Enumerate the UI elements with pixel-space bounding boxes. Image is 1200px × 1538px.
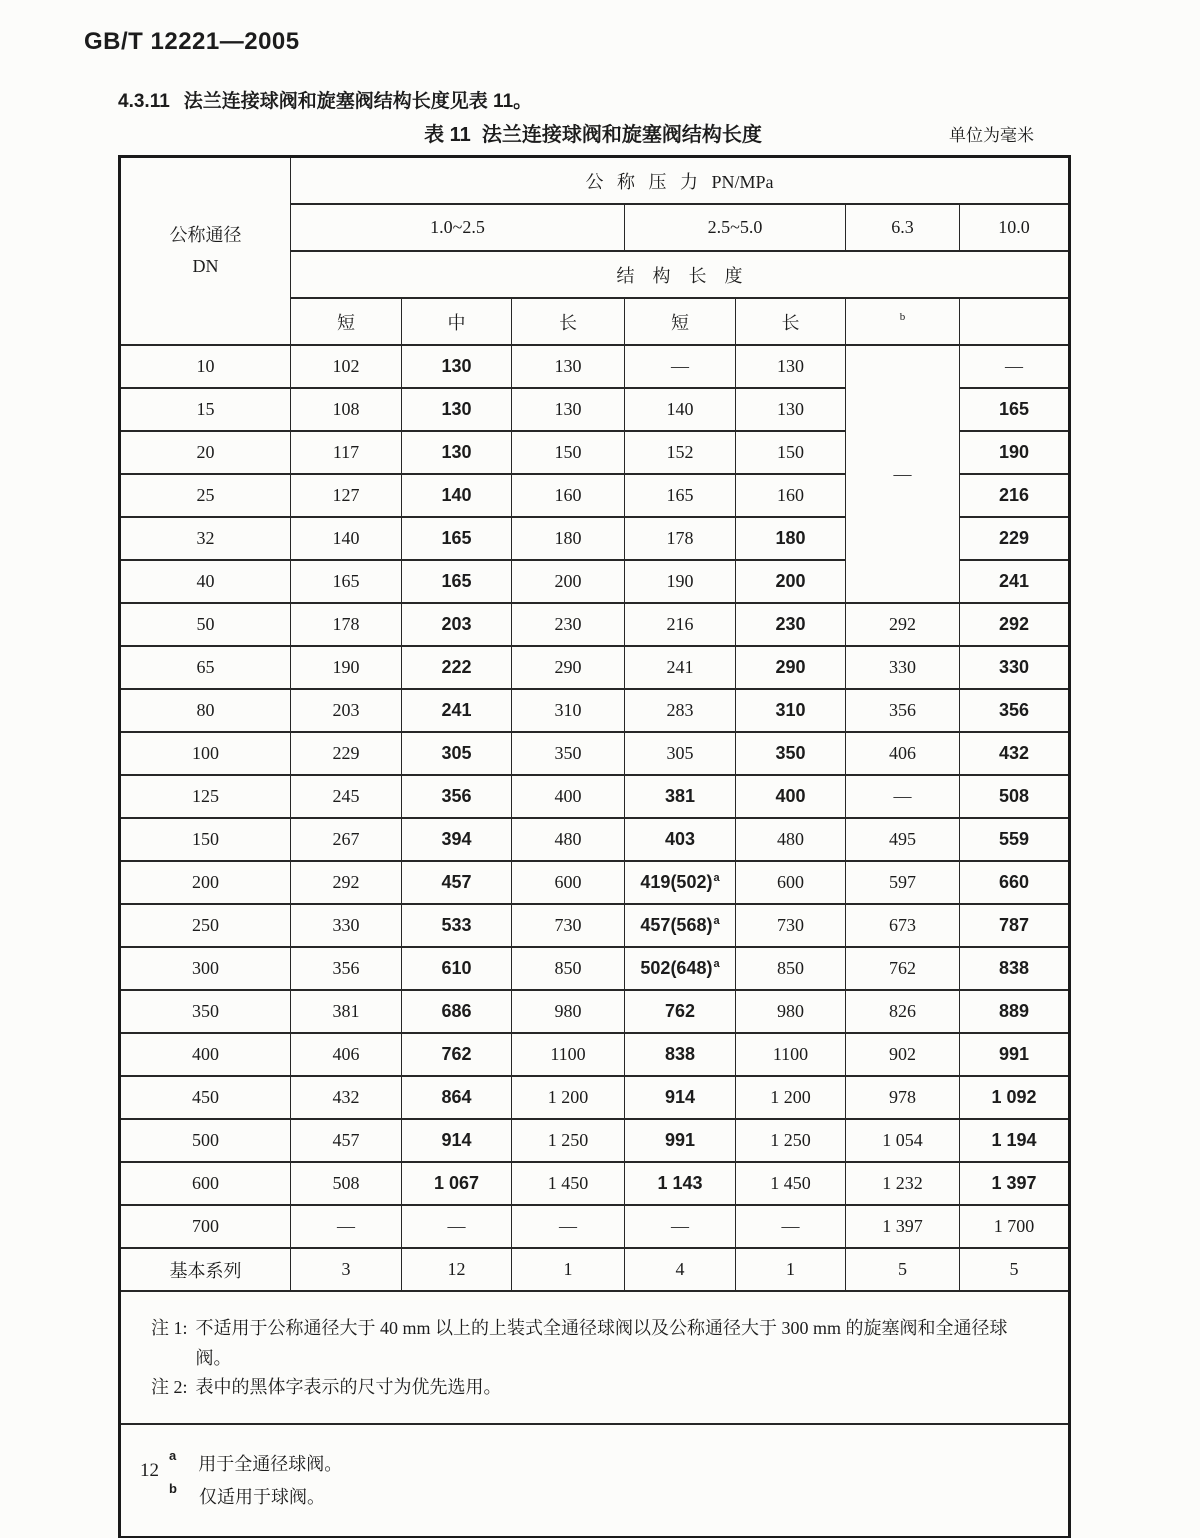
value-cell: 1	[736, 1248, 846, 1291]
value-cell: 980	[512, 990, 625, 1033]
value-cell: 5	[960, 1248, 1070, 1291]
value-cell: 229	[291, 732, 402, 775]
value-cell: 597	[846, 861, 960, 904]
value-cell: 762	[625, 990, 736, 1033]
dn-cell: 65	[120, 646, 291, 689]
value-cell: 3	[291, 1248, 402, 1291]
value-cell: —	[512, 1205, 625, 1248]
dn-cell: 350	[120, 990, 291, 1033]
value-cell: 178	[291, 603, 402, 646]
pressure-header: 公 称 压 力 PN/MPa	[291, 157, 1070, 205]
value-cell: 290	[512, 646, 625, 689]
standard-code: GB/T 12221—2005	[84, 28, 300, 55]
dn-cell: 300	[120, 947, 291, 990]
table-row	[120, 646, 1070, 689]
value-cell: 356	[291, 947, 402, 990]
value-cell: 406	[291, 1033, 402, 1076]
value-cell: 350	[512, 732, 625, 775]
value-cell: 292	[291, 861, 402, 904]
subcol-long2: 长	[736, 298, 846, 345]
value-cell: 838	[625, 1033, 736, 1076]
value-cell: 600	[512, 861, 625, 904]
value-cell: 1 450	[512, 1162, 625, 1205]
dn-cell: 基本系列	[120, 1248, 291, 1291]
table-row	[120, 345, 1070, 388]
note-1	[151, 1314, 1042, 1373]
value-cell: 241	[960, 560, 1070, 603]
dn-cell: 40	[120, 560, 291, 603]
value-cell: 127	[291, 474, 402, 517]
value-cell: 850	[736, 947, 846, 990]
value-cell: 991	[960, 1033, 1070, 1076]
value-cell: 130	[512, 388, 625, 431]
table-row	[120, 1076, 1070, 1119]
section-number: 4.3.11	[118, 91, 170, 112]
table-row	[120, 1205, 1070, 1248]
value-cell: 850	[512, 947, 625, 990]
value-cell: 457	[402, 861, 512, 904]
range-63: 6.3	[846, 204, 960, 251]
dn-cell: 125	[120, 775, 291, 818]
value-cell: 292	[960, 603, 1070, 646]
dn-cell: 100	[120, 732, 291, 775]
subcol-short1: 短	[291, 298, 402, 345]
section-heading	[118, 86, 532, 113]
table-row	[120, 990, 1070, 1033]
value-cell: 610	[402, 947, 512, 990]
value-cell: 150	[736, 431, 846, 474]
value-cell: 216	[960, 474, 1070, 517]
value-cell: 310	[512, 689, 625, 732]
value-cell: 730	[512, 904, 625, 947]
dn-header	[120, 157, 291, 346]
value-cell: 160	[736, 474, 846, 517]
value-cell: 400	[512, 775, 625, 818]
value-cell: 5	[846, 1248, 960, 1291]
value-cell: —	[736, 1205, 846, 1248]
subcol-long1: 长	[512, 298, 625, 345]
footnote-a-text: 用于全通径球阀。	[198, 1453, 343, 1474]
value-cell: 1 092	[960, 1076, 1070, 1119]
value-cell: 508	[291, 1162, 402, 1205]
value-cell: 283	[625, 689, 736, 732]
footnotes-cell	[120, 1424, 1070, 1538]
value-cell: 730	[736, 904, 846, 947]
value-cell: 356	[846, 689, 960, 732]
value-cell: 1 397	[846, 1205, 960, 1248]
value-cell: 241	[625, 646, 736, 689]
value-cell: 826	[846, 990, 960, 1033]
cell-footnote-marker: a	[713, 915, 720, 927]
value-cell: 165	[402, 560, 512, 603]
dn-header-line1: 公称通径	[169, 225, 242, 246]
value-cell: 406	[846, 732, 960, 775]
value-cell: 600	[736, 861, 846, 904]
table-row	[120, 1033, 1070, 1076]
note-2	[151, 1373, 1042, 1403]
value-cell: 130	[402, 388, 512, 431]
value-cell: 108	[291, 388, 402, 431]
table-title: 表 11 法兰连接球阀和旋塞阀结构长度	[424, 124, 762, 146]
subcol-short2: 短	[625, 298, 736, 345]
value-cell: 203	[291, 689, 402, 732]
value-cell: 1 700	[960, 1205, 1070, 1248]
value-cell: 394	[402, 818, 512, 861]
value-cell: 1 054	[846, 1119, 960, 1162]
value-cell: —	[960, 345, 1070, 388]
value-cell: 130	[512, 345, 625, 388]
value-cell: 140	[402, 474, 512, 517]
dn-cell: 10	[120, 345, 291, 388]
cell-footnote-marker: a	[713, 958, 720, 970]
value-cell: —	[625, 1205, 736, 1248]
value-cell: 130	[402, 345, 512, 388]
value-cell: 200	[736, 560, 846, 603]
note-2-text: 表中的黑体字表示的尺寸为优先选用。	[195, 1377, 502, 1398]
value-cell: 330	[846, 646, 960, 689]
dn-cell: 20	[120, 431, 291, 474]
value-cell: 117	[291, 431, 402, 474]
value-cell: 165	[625, 474, 736, 517]
dn-cell: 450	[120, 1076, 291, 1119]
value-cell: 480	[512, 818, 625, 861]
table-row	[120, 947, 1070, 990]
dn-cell: 50	[120, 603, 291, 646]
footnote-b-text: 仅适用于球阀。	[198, 1487, 325, 1507]
notes-cell	[120, 1291, 1070, 1424]
value-cell: 229	[960, 517, 1070, 560]
dn-cell: 400	[120, 1033, 291, 1076]
value-cell: 991	[625, 1119, 736, 1162]
dn-cell: 500	[120, 1119, 291, 1162]
footnote-b-marker: b	[169, 1481, 177, 1496]
value-cell: 356	[402, 775, 512, 818]
dn-cell: 25	[120, 474, 291, 517]
value-cell: 432	[960, 732, 1070, 775]
value-cell: 914	[625, 1076, 736, 1119]
value-cell: 245	[291, 775, 402, 818]
table-row	[120, 689, 1070, 732]
table-row	[120, 732, 1070, 775]
value-cell: 787	[960, 904, 1070, 947]
dn-cell: 200	[120, 861, 291, 904]
table-row	[120, 1119, 1070, 1162]
value-cell: 864	[402, 1076, 512, 1119]
subcol-empty	[960, 298, 1070, 345]
dn-cell: 15	[120, 388, 291, 431]
note-1-text: 不适用于公称通径大于 40 mm 以上的上装式全通径球阀以及公称通径大于 300 mm 的旋塞阀和全通径球阀。	[195, 1317, 1008, 1368]
value-cell: 102	[291, 345, 402, 388]
table-row	[120, 603, 1070, 646]
footnote-a	[169, 1447, 1042, 1477]
value-cell: 230	[736, 603, 846, 646]
value-cell: 178	[625, 517, 736, 560]
value-cell: 267	[291, 818, 402, 861]
value-cell: 686	[402, 990, 512, 1033]
value-cell: 165	[402, 517, 512, 560]
value-cell: 330	[291, 904, 402, 947]
value-cell: 1100	[736, 1033, 846, 1076]
value-cell: —	[402, 1205, 512, 1248]
dn-cell: 80	[120, 689, 291, 732]
value-cell: 889	[960, 990, 1070, 1033]
value-cell: 559	[960, 818, 1070, 861]
value-cell: 305	[402, 732, 512, 775]
footnotes-row	[120, 1424, 1070, 1538]
value-cell: 1	[512, 1248, 625, 1291]
table-row	[120, 1248, 1070, 1291]
value-cell: 1 194	[960, 1119, 1070, 1162]
value-cell: 160	[512, 474, 625, 517]
dn-cell: 150	[120, 818, 291, 861]
subcol-mid: 中	[402, 298, 512, 345]
value-cell: 305	[625, 732, 736, 775]
value-cell: 1 397	[960, 1162, 1070, 1205]
value-cell: $457(568)^a$	[625, 904, 736, 947]
dn-header-line2: DN	[192, 256, 219, 276]
value-cell: 914	[402, 1119, 512, 1162]
value-cell: 980	[736, 990, 846, 1033]
value-cell: 508	[960, 775, 1070, 818]
cell-footnote-marker: a	[713, 872, 720, 884]
value-cell: 241	[402, 689, 512, 732]
value-cell: $419(502)^a$	[625, 861, 736, 904]
value-cell: 381	[291, 990, 402, 1033]
value-cell: 140	[625, 388, 736, 431]
value-cell: $502(648)^a$	[625, 947, 736, 990]
footnote-a-marker: a	[169, 1447, 177, 1463]
dn-cell: 250	[120, 904, 291, 947]
value-cell: 310	[736, 689, 846, 732]
value-cell: 1 067	[402, 1162, 512, 1205]
table-row	[120, 818, 1070, 861]
notes-row	[120, 1291, 1070, 1424]
length-header: 结 构 长 度	[291, 251, 1070, 298]
value-cell: 12	[402, 1248, 512, 1291]
value-cell: 292	[846, 603, 960, 646]
section-text: 法兰连接球阀和旋塞阀结构长度见表 11。	[183, 91, 533, 112]
value-cell: 1 450	[736, 1162, 846, 1205]
value-cell: 140	[291, 517, 402, 560]
unit-label: 单位为毫米	[949, 126, 1034, 145]
value-cell: 1 232	[846, 1162, 960, 1205]
value-cell: 838	[960, 947, 1070, 990]
table-row	[120, 775, 1070, 818]
value-cell: 152	[625, 431, 736, 474]
value-cell: 356	[960, 689, 1070, 732]
value-cell: 222	[402, 646, 512, 689]
note-1-label: 注 1:	[151, 1317, 188, 1338]
table-notes-section	[120, 1291, 1070, 1538]
value-cell: 673	[846, 904, 960, 947]
dn-cell: 32	[120, 517, 291, 560]
dn-cell: 600	[120, 1162, 291, 1205]
table-title-row	[118, 118, 1068, 144]
range-1025: 1.0~2.5	[291, 204, 625, 251]
structural-length-table	[118, 155, 1071, 1538]
value-cell: 403	[625, 818, 736, 861]
value-cell: 180	[512, 517, 625, 560]
table-row	[120, 904, 1070, 947]
header-row-pressure	[120, 157, 1070, 205]
value-cell: 180	[736, 517, 846, 560]
page-number: 12	[140, 1460, 159, 1481]
value-cell: 150	[512, 431, 625, 474]
value-cell: 1 250	[512, 1119, 625, 1162]
subcol-footnote-b	[846, 298, 960, 345]
value-cell: 330	[960, 646, 1070, 689]
value-cell: 400	[736, 775, 846, 818]
value-cell: 190	[291, 646, 402, 689]
value-cell: 978	[846, 1076, 960, 1119]
value-cell: 1 143	[625, 1162, 736, 1205]
value-cell: 762	[402, 1033, 512, 1076]
value-cell: 432	[291, 1076, 402, 1119]
value-cell: 902	[846, 1033, 960, 1076]
value-cell: 230	[512, 603, 625, 646]
value-cell: 1100	[512, 1033, 625, 1076]
value-cell: 200	[512, 560, 625, 603]
footnote-b-marker: b	[899, 311, 906, 323]
value-cell: —	[291, 1205, 402, 1248]
value-cell: 165	[291, 560, 402, 603]
footnote-b	[169, 1481, 1042, 1510]
range-100: 10.0	[960, 204, 1070, 251]
value-cell: 203	[402, 603, 512, 646]
value-cell: —	[846, 775, 960, 818]
value-cell: 350	[736, 732, 846, 775]
dn-cell: 700	[120, 1205, 291, 1248]
value-cell: 165	[960, 388, 1070, 431]
value-cell: —	[846, 345, 960, 603]
value-cell: 190	[625, 560, 736, 603]
value-cell: 1 200	[736, 1076, 846, 1119]
value-cell: 130	[736, 345, 846, 388]
range-2550: 2.5~5.0	[625, 204, 846, 251]
table-header	[120, 157, 1070, 346]
value-cell: 290	[736, 646, 846, 689]
value-cell: 660	[960, 861, 1070, 904]
table-row	[120, 1162, 1070, 1205]
value-cell: 130	[402, 431, 512, 474]
value-cell: 495	[846, 818, 960, 861]
value-cell: 1 200	[512, 1076, 625, 1119]
table-row	[120, 861, 1070, 904]
value-cell: 130	[736, 388, 846, 431]
value-cell: 216	[625, 603, 736, 646]
value-cell: 1 250	[736, 1119, 846, 1162]
value-cell: 480	[736, 818, 846, 861]
value-cell: 4	[625, 1248, 736, 1291]
value-cell: 457	[291, 1119, 402, 1162]
table-body	[120, 345, 1070, 1291]
value-cell: 762	[846, 947, 960, 990]
table-11	[118, 155, 1068, 1538]
value-cell: 381	[625, 775, 736, 818]
value-cell: —	[625, 345, 736, 388]
value-cell: 190	[960, 431, 1070, 474]
value-cell: 533	[402, 904, 512, 947]
note-2-label: 注 2:	[151, 1377, 188, 1398]
